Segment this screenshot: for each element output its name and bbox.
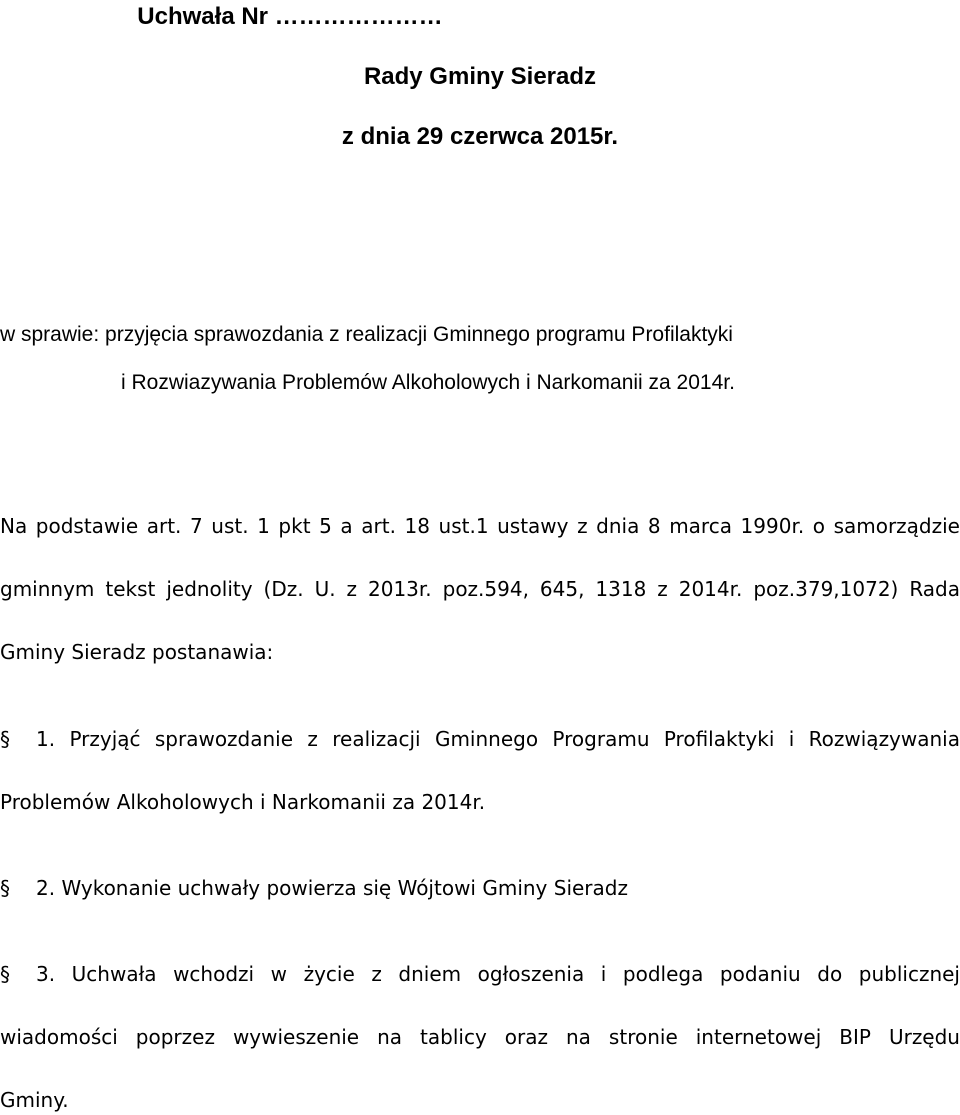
paragraph-sign: § [0,962,10,986]
paragraph-3-line-2: wiadomości poprzez wywieszenie na tablicy oraz na stronie internetowej BIP Urzędu [0,1025,960,1049]
legal-basis-line-3: Gminy Sieradz postanawia: [0,640,274,664]
legal-basis-line-1: Na podstawie art. 7 ust. 1 pkt 5 a art. 18 ust.1 ustawy z dnia 8 marca 1990r. o samorządzie [0,514,960,538]
paragraph-1-text: 1. Przyjąć sprawozdanie z realizacji Gminnego Programu Profilaktyki i Rozwiązywania [36,727,960,751]
subject-line-2: i Rozwiazywania Problemów Alkoholowych i Narkomanii za 2014r. [121,371,735,394]
paragraph-3-line-1 [0,960,960,988]
paragraph-3-text: 3. Uchwała wchodzi w życie z dniem ogłoszenia i podlega podaniu do publicznej [36,962,960,986]
council-name: Rady Gminy Sieradz [363,63,597,90]
subject-line-1: w sprawie: przyjęcia sprawozdania z realizacji Gminnego programu Profilaktyki [0,323,733,346]
paragraph-1-line-1 [0,725,960,753]
paragraph-1-line-2: Problemów Alkoholowych i Narkomanii za 2014r. [0,790,486,814]
resolution-date: z dnia 29 czerwca 2015r. [341,123,619,150]
paragraph-2-text: 2. Wykonanie uchwały powierza się Wójtowi Gminy Sieradz [36,876,628,900]
paragraph-sign: § [0,876,10,900]
paragraph-2-line-1 [0,874,960,902]
legal-basis-line-2: gminnym tekst jednolity (Dz. U. z 2013r. poz.594, 645, 1318 z 2014r. poz.379,1072) Rada [0,577,960,601]
paragraph-3-line-3: Gminy. [0,1088,69,1112]
resolution-title: Uchwała Nr ………………… [137,3,443,30]
paragraph-sign: § [0,727,10,751]
